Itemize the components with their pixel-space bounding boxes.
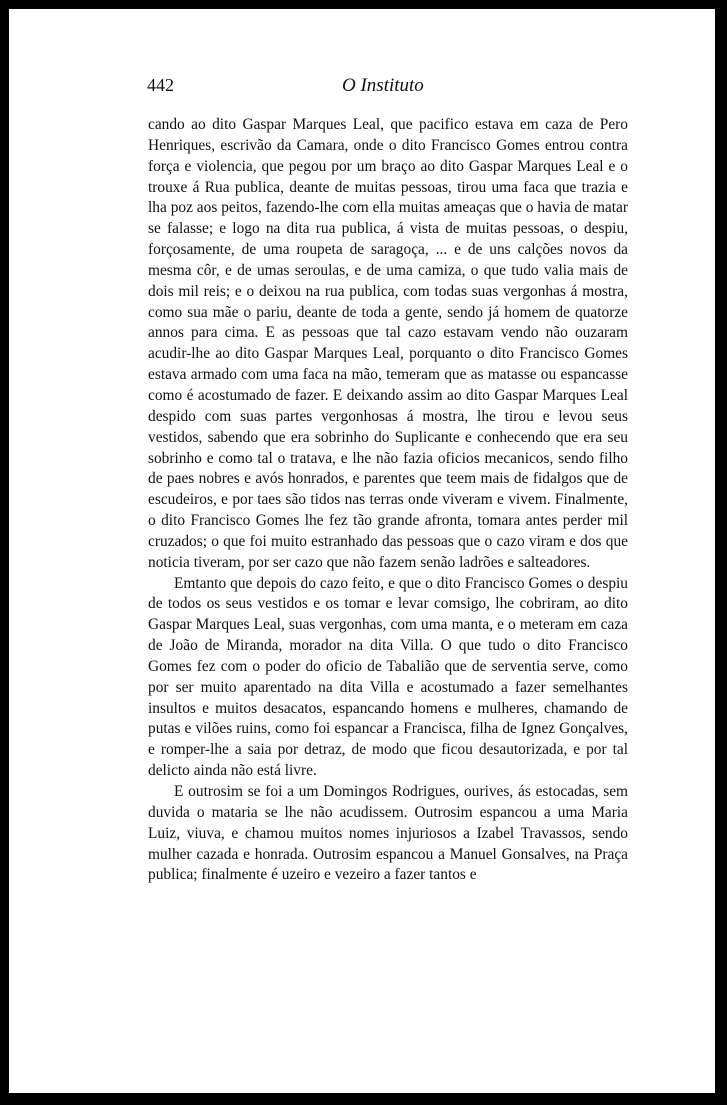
- paragraph-2: Emtanto que depois do cazo feito, e que o dito Francisco Gomes o despiu de todos os seus vestidos e os tomar e levar comsigo, lhe cobriram, ao dito Gaspar Marques Leal, suas vergonhas, com uma manta, e o meteram em caza de João de Miranda, morador na dita Villa. O que tudo o dito Francisco Gomes fez com o poder do oficio de Tabalião que de serventia serve, como por ser muito aparentado na dita Villa e acostumado a fazer semelhantes insultos e muitos desacatos, espancando homens e mulheres, chamando de putas e vilões ruins, como foi espancar a Francisca, filha de Ignez Gonçalves, e romper-lhe a saia por detraz, de modo que ficou desautorizada, e por tal delicto ainda não está livre.: [148, 574, 628, 780]
- paragraph-3: E outrosim se foi a um Domingos Rodrigues, ourives, ás estocadas, sem duvida o mataria se lhe não acudissem. Outrosim espancou a uma Maria Luiz, viuva, e chamou muitos nomes injuriosos a Izabel Travassos, sendo mulher cazada e honrada. Outrosim espancou a Manuel Gonsalves, na Praça publica; finalmente é uzeiro e vezeiro a fazer tantos e: [148, 783, 628, 884]
- book-page: [9, 9, 715, 1093]
- running-header: [147, 75, 627, 101]
- running-title: O Instituto: [342, 75, 424, 96]
- page-number: 442: [147, 75, 174, 95]
- paragraph-1: cando ao dito Gaspar Marques Leal, que pacifico estava em caza de Pero Henriques, escrivão da Camara, onde o dito Francisco Gomes entrou contra força e violencia, que pegou por um braço ao dito Gaspar Marques Leal e o trouxe á Rua publica, deante de muitas pessoas, tirou uma faca que trazia e lha poz aos peitos, fazendo-lhe com ella muitas ameaças que o havia de matar se falasse; e logo na dita rua publica, á vista de muitas pessoas, o despiu, forçosamente, de uma roupeta de saragoça, ... e de uns calções novos da mesma côr, e de umas seroulas, e de uma camiza, o que tudo valia mais de dois mil reis; e o deixou na rua publica, com todas suas vergonhas á mostra, como sua mãe o pariu, deante de toda a gente, sendo já homem de quatorze annos para cima. E as pessoas que tal cazo estavam vendo não ouzaram acudir-lhe ao dito Gaspar Marques Leal, porquanto o dito Francisco Gomes estava armado com uma faca na mão, temeram que as matasse ou espancasse como é acostumado de fazer. E deixando assim ao dito Gaspar Marques Leal despido com suas partes vergonhosas á mostra, lhe tirou e levou seus vestidos, sabendo que era sobrinho do Suplicante e conhecendo que era seu sobrinho e como tal o tratava, e lhe não fazia oficios mecanicos, sendo filho de paes nobres e avós honrados, e parentes que teem mais de fidalgos que de escudeiros, e por taes são tidos nas terras onde viveram e vivem. Finalmente, o dito Francisco Gomes lhe fez tão grande afronta, tomara antes perder mil cruzados; o que foi muito estranhado das pessoas que o cazo viram e dos que noticia tiveram, por ser cazo que não fazem senão ladrões e salteadores.: [148, 116, 628, 571]
- body-text: [148, 115, 628, 886]
